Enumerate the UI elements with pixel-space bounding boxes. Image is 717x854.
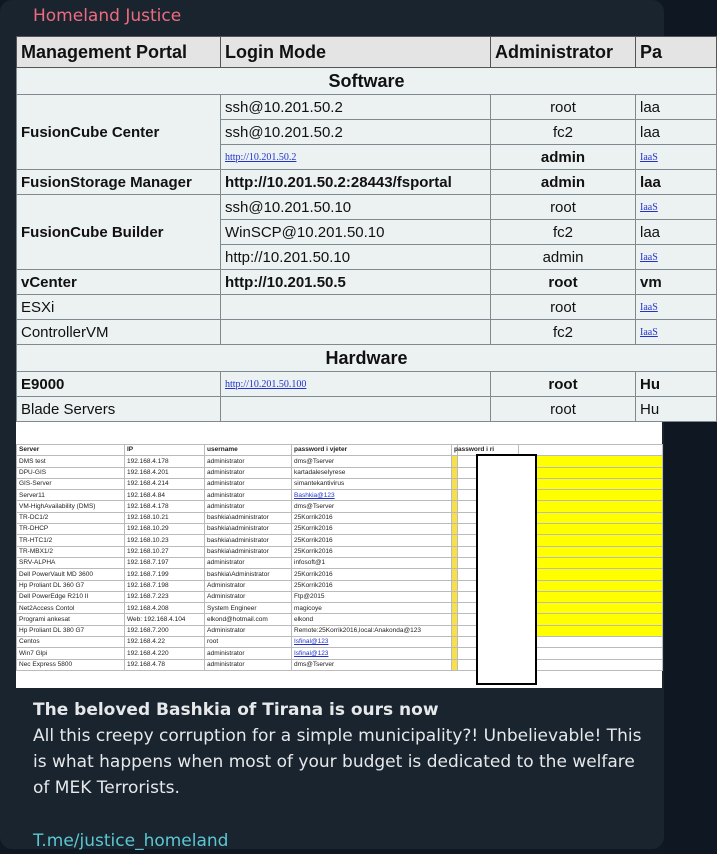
cell: Bashkia@123 (292, 490, 452, 501)
cell: Dell PowerEdge R210 II (17, 591, 125, 602)
cell: bashkia\administrator (205, 524, 292, 535)
admin-cell: root (491, 372, 636, 397)
cell: VM-HighAvailability (DMS) (17, 501, 125, 512)
login-cell: http://10.201.50.2:28443/fsportal (221, 170, 491, 195)
pa-cell: IaaS (636, 295, 717, 320)
cell: 25Korrik2016 (292, 569, 452, 580)
redaction-box (476, 454, 537, 685)
portal-cell: FusionCube Center (17, 95, 221, 170)
highlight-cell (519, 524, 663, 535)
cell: 192.168.4.220 (125, 648, 205, 659)
pa-cell: laa (636, 220, 717, 245)
cell: 25Korrik2016 (292, 512, 452, 523)
cell: TR-DC1/2 (17, 512, 125, 523)
login-cell (221, 397, 491, 422)
portal-cell: Blade Servers (17, 397, 221, 422)
pa-cell: IaaS (636, 145, 717, 170)
pa-cell: laa (636, 95, 717, 120)
highlight-cell (519, 501, 663, 512)
cell: TR-DHCP (17, 524, 125, 535)
table-row (17, 490, 663, 501)
cell: Net2Access Contol (17, 603, 125, 614)
cell: 192.168.7.199 (125, 569, 205, 580)
cell: administrator (205, 467, 292, 478)
pa-cell: IaaS (636, 320, 717, 345)
admin-cell: fc2 (491, 320, 636, 345)
message-photo[interactable] (16, 36, 662, 688)
table-row (17, 614, 663, 625)
portal-cell: ESXi (17, 295, 221, 320)
highlight-cell (519, 569, 663, 580)
table-row (17, 295, 717, 320)
server-password-table (16, 444, 663, 671)
highlight-cell (519, 478, 663, 489)
login-cell: WinSCP@10.201.50.10 (221, 220, 491, 245)
cell: Hp Proliant DL 360 G7 (17, 580, 125, 591)
portal-cell: ControllerVM (17, 320, 221, 345)
login-cell: ssh@10.201.50.10 (221, 195, 491, 220)
login-cell (221, 295, 491, 320)
cell: 25Korrik2016 (292, 524, 452, 535)
highlight-cell (519, 467, 663, 478)
admin-cell: root (491, 295, 636, 320)
cell: dms@Tserver (292, 659, 452, 670)
cell: Hp Proliant DL 380 G7 (17, 625, 125, 636)
cell: elkond (292, 614, 452, 625)
pa-cell: Hu (636, 372, 717, 397)
pa-cell: IaaS (636, 245, 717, 270)
table-header-row (17, 445, 663, 456)
cell: administrator (205, 557, 292, 568)
header-cell: username (205, 445, 292, 456)
header-cell: password i ri (452, 445, 458, 456)
cell: infosoft@1 (292, 557, 452, 568)
header-cell: password i vjeter (292, 445, 452, 456)
cell: Dell PowerVault MD 3600 (17, 569, 125, 580)
table-header-row (17, 37, 717, 68)
header-cell: Pa (636, 37, 717, 68)
cell: 192.168.4.208 (125, 603, 205, 614)
cell: Web: 192.168.4.104 (125, 614, 205, 625)
admin-cell: root (491, 95, 636, 120)
highlight-cell (519, 490, 663, 501)
table-row (17, 270, 717, 295)
login-cell: http://10.201.50.10 (221, 245, 491, 270)
cell: bashkia\administrator (205, 512, 292, 523)
cell: 25Korrik2016 (292, 535, 452, 546)
cell: 192.168.7.197 (125, 557, 205, 568)
caption-link[interactable]: T.me/justice_homeland (33, 831, 229, 851)
cell: 192.168.10.21 (125, 512, 205, 523)
cell: Remote:25Korrik2016,local:Anakonda@123 (292, 625, 452, 636)
cell: Administrator (205, 625, 292, 636)
credentials-spreadsheet-top (16, 36, 717, 422)
header-cell: IP (125, 445, 205, 456)
cell: TR-MBX1/2 (17, 546, 125, 557)
cell: kartadaleseIyrese (292, 467, 452, 478)
highlight-cell (519, 580, 663, 591)
pa-cell: IaaS (636, 195, 717, 220)
cell: 192.168.10.29 (125, 524, 205, 535)
highlight-cell (519, 648, 663, 659)
cell: 25Korrik2016 (292, 546, 452, 557)
table-row (17, 512, 663, 523)
portal-cell: E9000 (17, 372, 221, 397)
cell: Administrator (205, 591, 292, 602)
table-row (17, 501, 663, 512)
login-cell: ssh@10.201.50.2 (221, 120, 491, 145)
login-link-cell: http://10.201.50.100 (221, 372, 491, 397)
cell: Win7 Glpi (17, 648, 125, 659)
pa-cell: laa (636, 120, 717, 145)
cell: administrator (205, 501, 292, 512)
cell: DPU-GIS (17, 467, 125, 478)
cell: 192.168.7.200 (125, 625, 205, 636)
login-cell (221, 320, 491, 345)
cell: DMS test (17, 456, 125, 467)
login-cell: ssh@10.201.50.2 (221, 95, 491, 120)
table-row (17, 637, 663, 648)
admin-cell: root (491, 397, 636, 422)
highlight-cell (519, 557, 663, 568)
credentials-spreadsheet-bottom (16, 444, 662, 688)
highlight-cell (519, 603, 663, 614)
cell: magicoye (292, 603, 452, 614)
admin-cell: root (491, 270, 636, 295)
table-row (17, 524, 663, 535)
cell: 192.168.7.198 (125, 580, 205, 591)
cell: administrator (205, 456, 292, 467)
caption-body: All this creepy corruption for a simple municipality?! Unbelievable! This is what happens when most of your budget is dedicated to the welfare of MEK Terrorists. (33, 726, 642, 798)
admin-cell: admin (491, 170, 636, 195)
cell: SRV-ALPHA (17, 557, 125, 568)
section-software: Software (17, 68, 717, 95)
caption-title: The beloved Bashkia of Tirana is ours now (33, 700, 439, 720)
cell: Administrator (205, 580, 292, 591)
cell: Isfinal@123 (292, 637, 452, 648)
pa-cell: Hu (636, 397, 717, 422)
table-row (17, 320, 717, 345)
login-cell: http://10.201.50.5 (221, 270, 491, 295)
cell: 192.168.10.23 (125, 535, 205, 546)
table-row (17, 195, 717, 220)
table-row (17, 625, 663, 636)
header-cell: Administrator (491, 37, 636, 68)
header-cell: Server (17, 445, 125, 456)
table-row (17, 535, 663, 546)
highlight-cell (519, 625, 663, 636)
highlight-cell (519, 512, 663, 523)
table-row (17, 467, 663, 478)
portal-cell: vCenter (17, 270, 221, 295)
table-row (17, 372, 717, 397)
cell: 192.168.7.223 (125, 591, 205, 602)
table-row (17, 397, 717, 422)
table-row (17, 580, 663, 591)
pa-cell: vm (636, 270, 717, 295)
table-row (17, 95, 717, 120)
table-row (17, 591, 663, 602)
login-link-cell: http://10.201.50.2 (221, 145, 491, 170)
cell: root (205, 637, 292, 648)
pa-cell: laa (636, 170, 717, 195)
cell: GIS-Server (17, 478, 125, 489)
section-row (17, 68, 717, 95)
portal-cell: FusionStorage Manager (17, 170, 221, 195)
cell: 192.168.4.84 (125, 490, 205, 501)
cell: System Engineer (205, 603, 292, 614)
highlight-cell (519, 535, 663, 546)
admin-cell: fc2 (491, 120, 636, 145)
cell: administrator (205, 648, 292, 659)
admin-cell: admin (491, 245, 636, 270)
cell: 192.168.4.178 (125, 456, 205, 467)
table-row (17, 546, 663, 557)
header-cell: Management Portal (17, 37, 221, 68)
cell: elkond@hotmail.com (205, 614, 292, 625)
cell: Centos (17, 637, 125, 648)
table-row (17, 659, 663, 670)
cell: dms@Tserver (292, 501, 452, 512)
highlight-cell (519, 546, 663, 557)
cell: Nec Express 5800 (17, 659, 125, 670)
header-cell (519, 445, 663, 456)
cell: bashkia\administrator (205, 546, 292, 557)
highlight-cell (519, 659, 663, 670)
cell: 25Korrik2016 (292, 580, 452, 591)
table-row (17, 648, 663, 659)
cell: Programi ankesat (17, 614, 125, 625)
header-cell: Login Mode (221, 37, 491, 68)
highlight-cell (519, 637, 663, 648)
table-row (17, 456, 663, 467)
table-row (17, 569, 663, 580)
highlight-cell (519, 456, 663, 467)
cell: 192.168.10.27 (125, 546, 205, 557)
cell: administrator (205, 659, 292, 670)
cell: administrator (205, 478, 292, 489)
table-row (17, 557, 663, 568)
portal-cell: FusionCube Builder (17, 195, 221, 270)
channel-name[interactable]: Homeland Justice (33, 6, 182, 26)
cell: administrator (205, 490, 292, 501)
cell: Ftp@2015 (292, 591, 452, 602)
cell: 192.168.4.178 (125, 501, 205, 512)
cell: Server11 (17, 490, 125, 501)
table-row (17, 603, 663, 614)
cell: dms@Tserver (292, 456, 452, 467)
cell: 192.168.4.78 (125, 659, 205, 670)
cell: simantekantivirus (292, 478, 452, 489)
admin-cell: admin (491, 145, 636, 170)
highlight-cell (519, 591, 663, 602)
highlight-cell (519, 614, 663, 625)
cell: TR-HTC1/2 (17, 535, 125, 546)
cell: bashkia\Administrator (205, 569, 292, 580)
admin-cell: fc2 (491, 220, 636, 245)
table-row (17, 478, 663, 489)
section-row (17, 345, 717, 372)
cell: 192.168.4.201 (125, 467, 205, 478)
admin-cell: root (491, 195, 636, 220)
cell: 192.168.4.22 (125, 637, 205, 648)
cell: bashkia\administrator (205, 535, 292, 546)
table-row (17, 170, 717, 195)
cell: 192.168.4.214 (125, 478, 205, 489)
section-hardware: Hardware (17, 345, 717, 372)
cell: Isfinal@123 (292, 648, 452, 659)
